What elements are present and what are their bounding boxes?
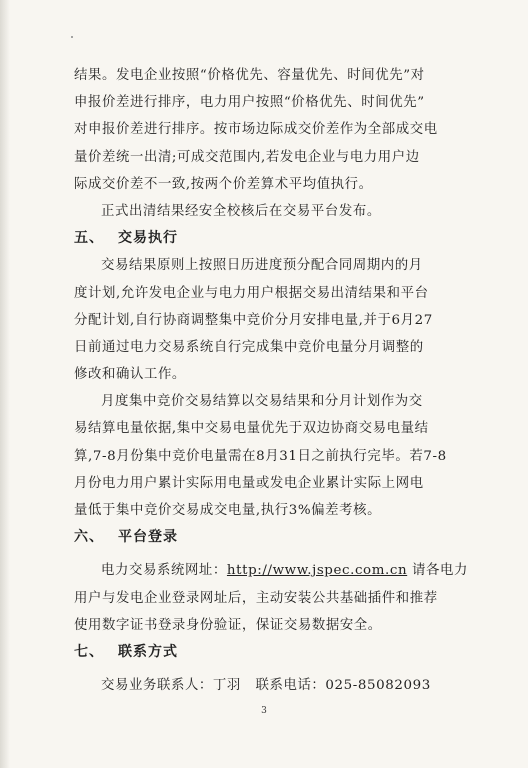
- text-line: 月度集中竞价交易结算以交易结果和分月计划作为交: [101, 394, 423, 410]
- text-line: 度计划,允许发电企业与电力用户根据交易出清结果和平台: [74, 285, 429, 301]
- text-line: 量价差统一出清;可成交范围内,若发电企业与电力用户边: [74, 149, 420, 165]
- text-line: 量低于集中竞价交易成交电量,执行3%偏差考核。: [74, 503, 382, 518]
- paragraph-monthly-plan: [74, 252, 462, 388]
- url-prefix: 电力交易系统网址：: [101, 563, 227, 579]
- contact-info: 交易业务联系人：丁羽 联系电话：025-85082093: [101, 678, 431, 694]
- section-title: 平台登录: [118, 529, 178, 546]
- paragraph-bidding-rules: [74, 62, 462, 198]
- text-line: 易结算电量依据,集中交易电量优先于双边协商交易电量结: [74, 421, 429, 437]
- section-number: 六、: [74, 529, 104, 546]
- text-line: 交易结果原则上按照日历进度预分配合同周期内的月: [101, 258, 423, 274]
- section-heading-platform-login: [74, 524, 462, 551]
- text-line: 使用数字证书登录身份验证，保证交易数据安全。: [74, 617, 382, 633]
- text-line: [74, 557, 469, 584]
- section-number: 七、: [74, 643, 104, 660]
- paragraph-publication: 正式出清结果经安全校核后在交易平台发布。: [101, 203, 381, 219]
- text-line: 日前通过电力交易系统自行完成集中竞价电量分月调整的: [74, 339, 424, 355]
- text-line: 结果。发电企业按照“价格优先、容量优先、时间优先”对: [74, 68, 425, 83]
- trading-system-url-link[interactable]: http://www.jspec.com.cn: [226, 563, 408, 579]
- text-line: 对申报价差进行排序。按市场边际成交价差作为全部成交电: [74, 122, 438, 138]
- text-line: 月份电力用户累计实际用电量或发电企业累计实际上网电: [74, 475, 424, 491]
- paragraph-login: [74, 557, 469, 639]
- text-line: 用户与发电企业登录网址后，主动安装公共基础插件和推荐: [74, 590, 438, 606]
- text-line: 修改和确认工作。: [74, 367, 186, 383]
- paragraph-settlement: [74, 388, 462, 524]
- section-title: 联系方式: [118, 643, 178, 660]
- section-title: 交易执行: [118, 230, 178, 247]
- text-line: 申报价差进行排序，电力用户按照“价格优先、时间优先”: [74, 95, 425, 111]
- section-heading-trade-execution: [74, 225, 462, 252]
- section-heading-contact: [74, 639, 462, 666]
- page-number: 3: [261, 706, 267, 716]
- scan-edge-shadow: [0, 0, 10, 768]
- url-suffix: 请各电力: [407, 563, 469, 579]
- text-line: 算,7-8月份集中竞价电量需在8月31日之前执行完毕。若7-8: [74, 448, 447, 464]
- text-line: 际成交价差不一致,按两个价差算术平均值执行。: [74, 176, 373, 192]
- section-number: 五、: [74, 230, 104, 247]
- scan-speck: [71, 36, 73, 38]
- document-body: [74, 62, 469, 699]
- text-line: 分配计划,自行协商调整集中竞价分月安排电量,并于6月27: [74, 312, 433, 328]
